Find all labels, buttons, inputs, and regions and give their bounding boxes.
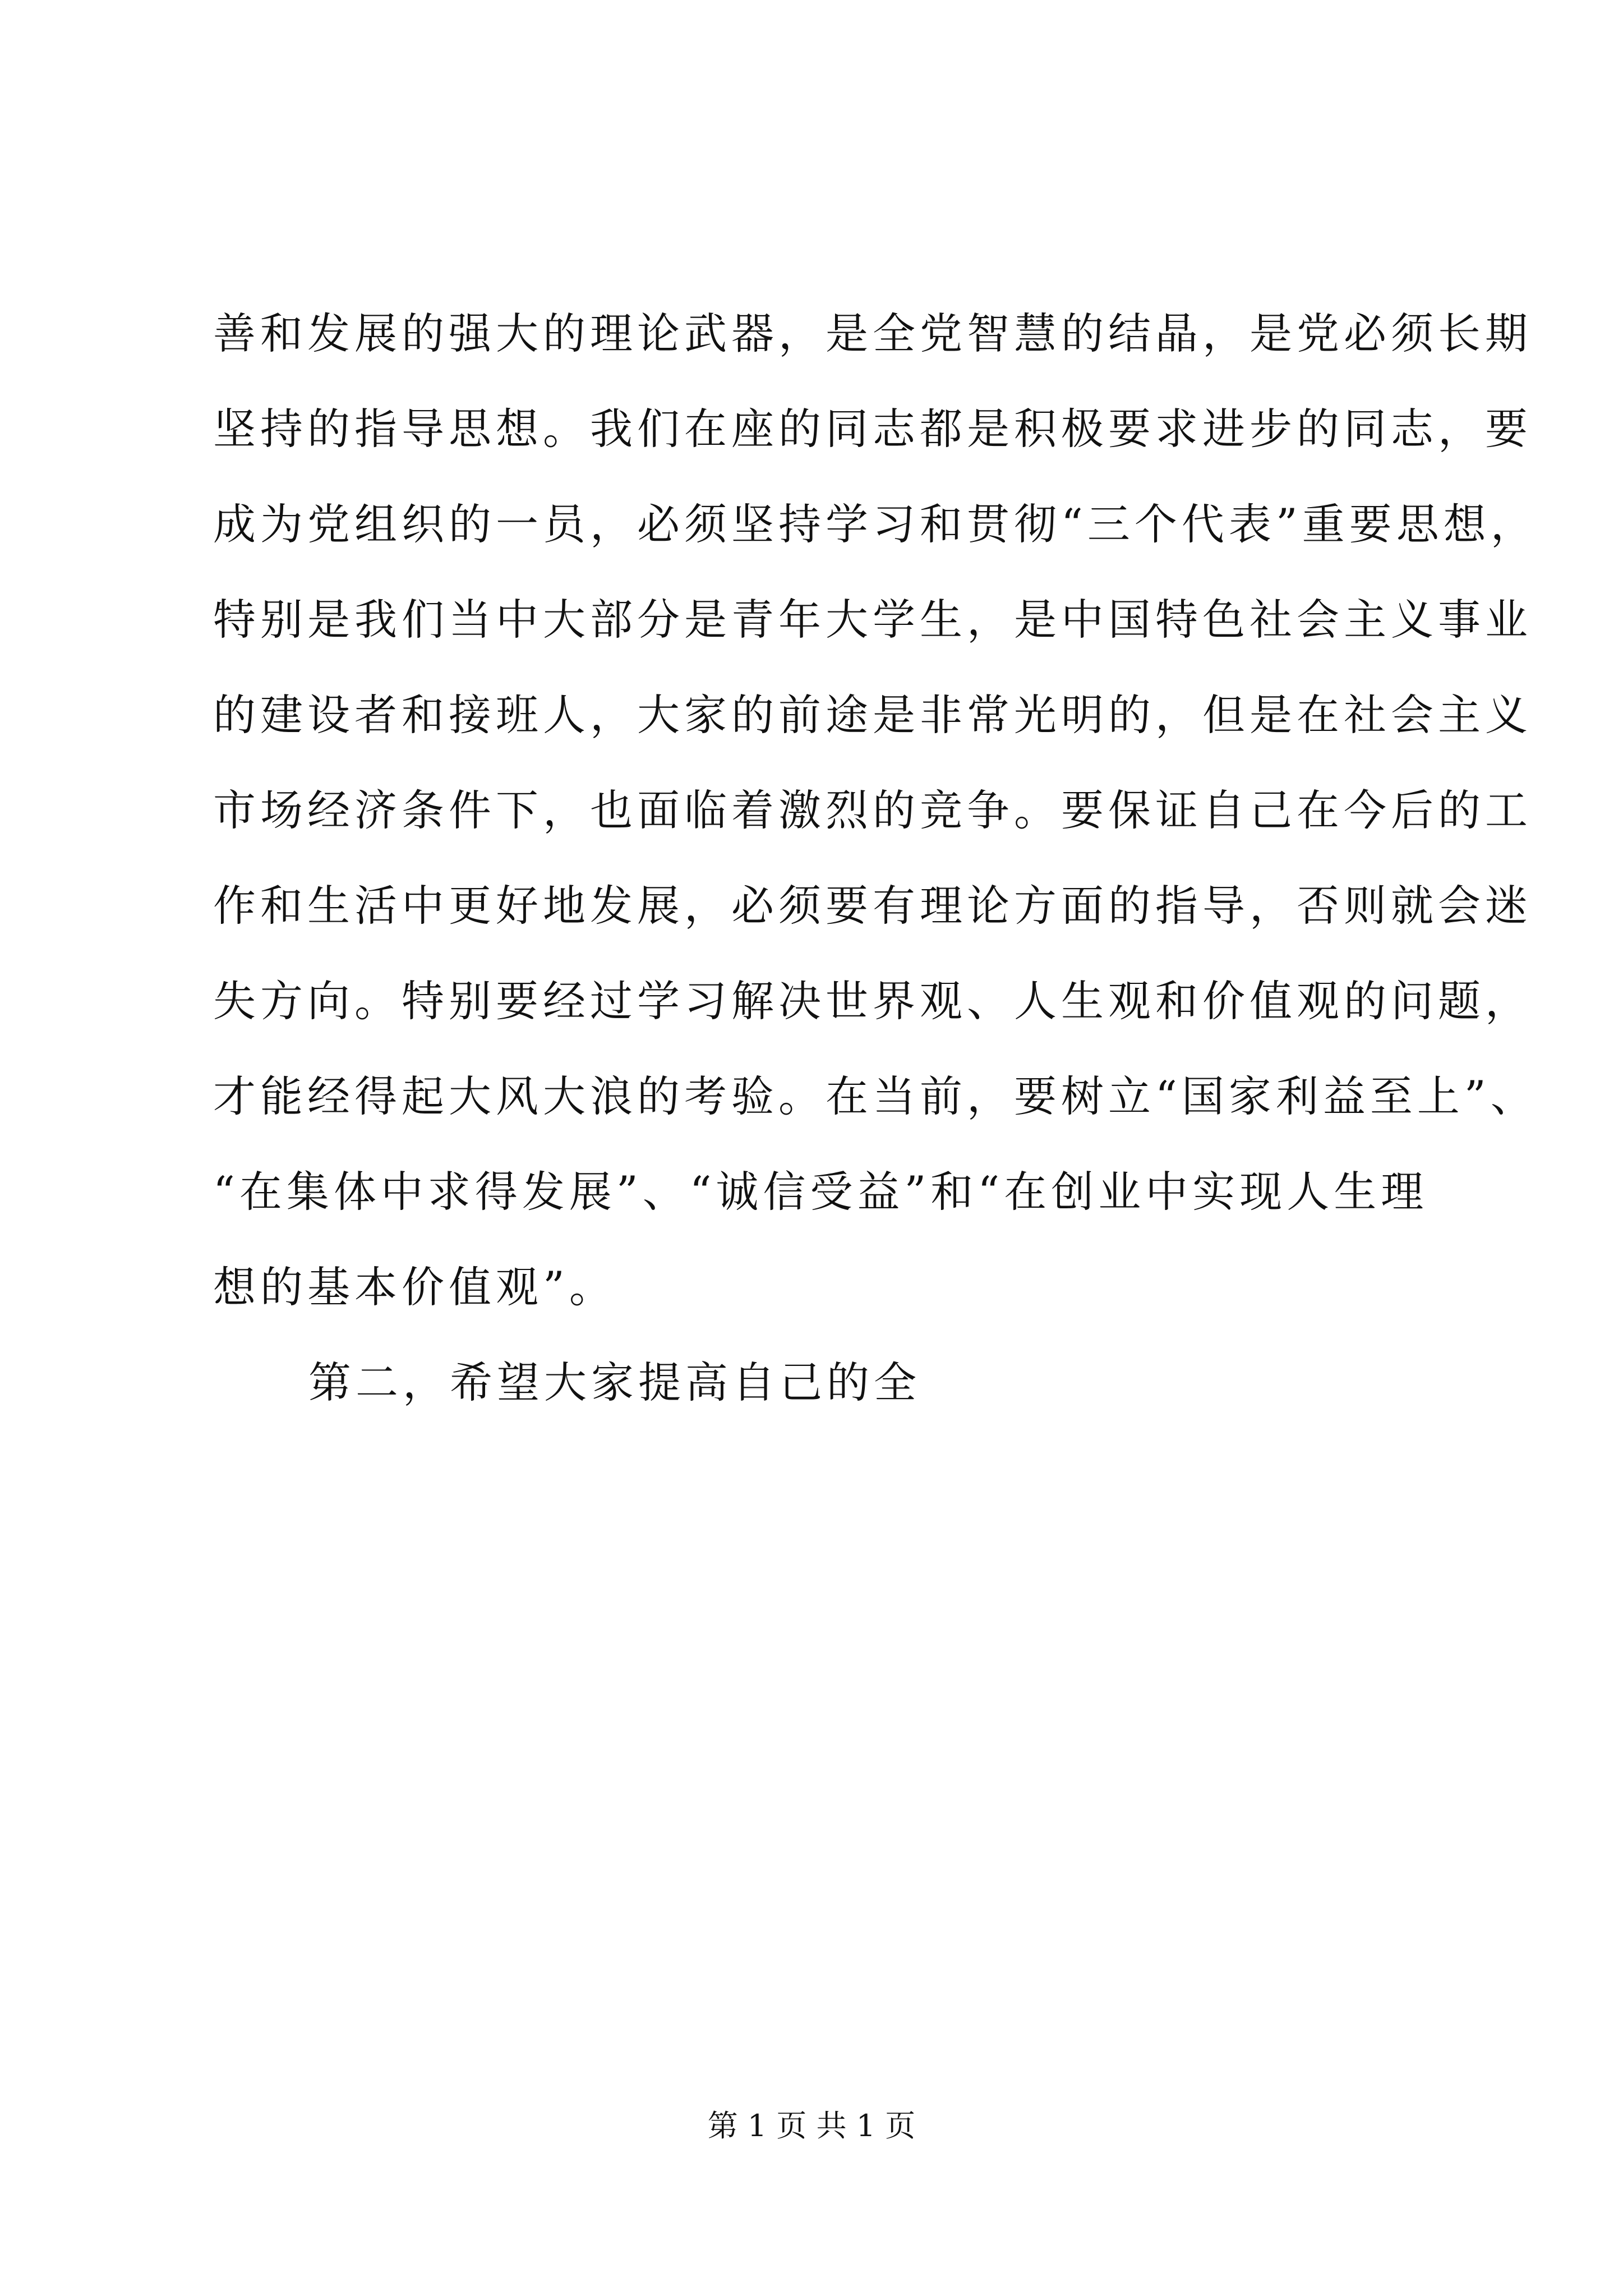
paragraph-line: 才能经得起大风大浪的考验。在当前，要树立“国家利益至上”、 [213, 1071, 1538, 1121]
body-text [213, 286, 1538, 1430]
paragraph-line: 特别是我们当中大部分是青年大学生，是中国特色社会主义事业 [213, 595, 1532, 645]
paragraph-line: 作和生活中更好地发展，必须要有理论方面的指导，否则就会迷 [213, 881, 1532, 931]
paragraph-line: “在集体中求得发展”、“诚信受益”和“在创业中实现人生理 [213, 1167, 1428, 1217]
paragraph-line: 的建设者和接班人，大家的前途是非常光明的，但是在社会主义 [213, 690, 1532, 740]
paragraph-line: 失方向。特别要经过学习解决世界观、人生观和价值观的问题， [213, 976, 1532, 1026]
paragraph-line: 想的基本价值观”。 [213, 1262, 616, 1312]
paragraph-line: 第二，希望大家提高自己的全 [308, 1358, 921, 1407]
paragraph-line: 市场经济条件下，也面临着激烈的竞争。要保证自己在今后的工 [213, 785, 1532, 835]
paragraph-line: 善和发展的强大的理论武器，是全党智慧的结晶，是党必须长期 [213, 309, 1532, 358]
paragraph-line: 坚持的指导思想。我们在座的同志都是积极要求进步的同志，要 [213, 404, 1532, 454]
paragraph-line: 成为党组织的一员，必须坚持学习和贯彻“三个代表”重要思想， [213, 499, 1538, 549]
page-footer: 第 1 页 共 1 页 [707, 2108, 916, 2143]
